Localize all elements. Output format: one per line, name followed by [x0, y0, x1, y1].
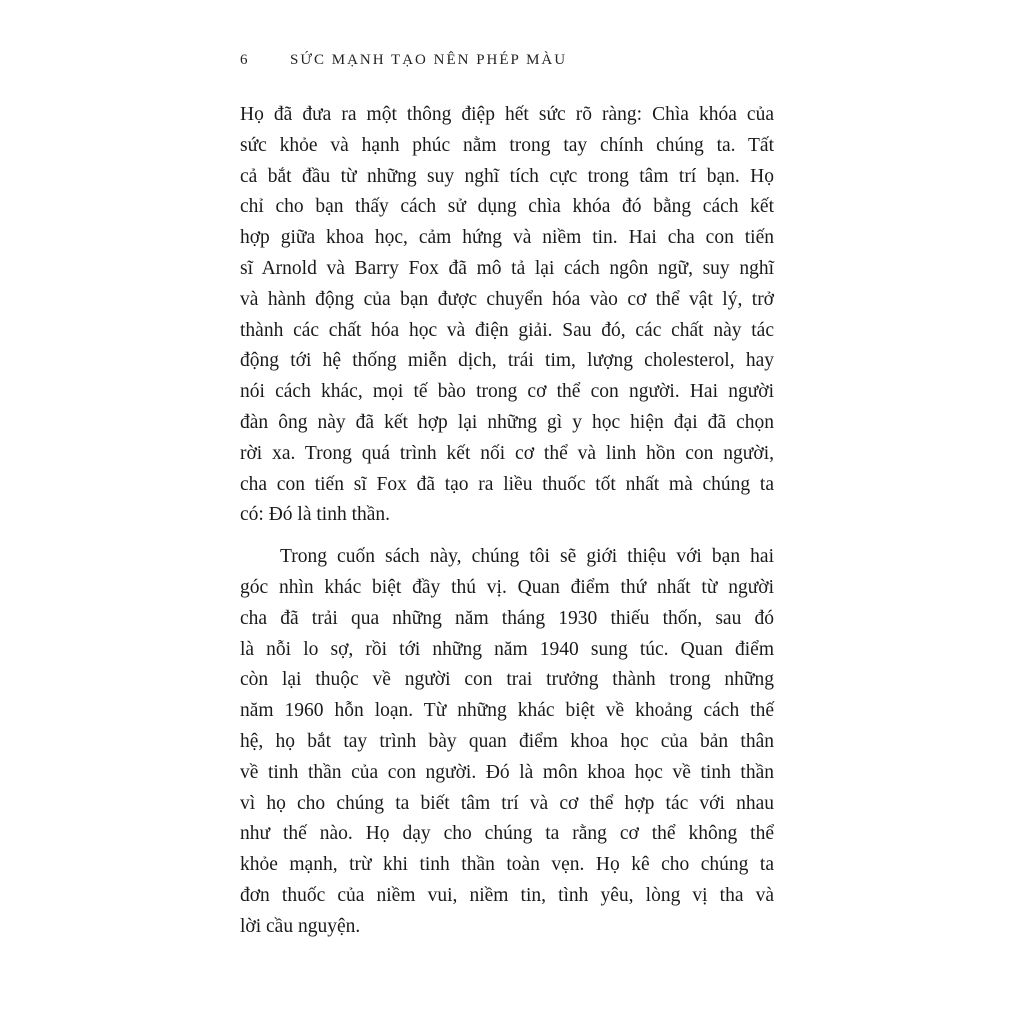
text-line: thành các chất hóa học và điện giải. Sau đó, các chất này tác — [240, 319, 774, 341]
paragraph-spacer — [240, 531, 774, 542]
text-line: cha con tiến sĩ Fox đã tạo ra liều thuốc tốt nhất mà chúng ta — [240, 473, 774, 495]
text-line: vì họ cho chúng ta biết tâm trí và cơ thể hợp tác với nhau — [240, 792, 774, 814]
text-line: năm 1960 hỗn loạn. Từ những khác biệt về khoảng cách thế — [240, 700, 774, 722]
text-line: Trong cuốn sách này, chúng tôi sẽ giới thiệu với bạn hai — [280, 546, 774, 568]
text-line: góc nhìn khác biệt đầy thú vị. Quan điểm thứ nhất từ người — [240, 576, 774, 598]
text-line: như thế nào. Họ dạy cho chúng ta rằng cơ thể không thể — [240, 823, 774, 845]
paragraph-1 — [240, 100, 774, 531]
text-line: rời xa. Trong quá trình kết nối cơ thể và linh hồn con người, — [240, 442, 774, 464]
text-line: lời cầu nguyện. — [240, 915, 361, 937]
text-line: và hành động của bạn được chuyển hóa vào cơ thể vật lý, trở — [240, 288, 774, 310]
paragraph-2 — [240, 542, 774, 942]
text-line: còn lại thuộc về người con trai trưởng thành trong những — [240, 669, 774, 691]
text-line: đơn thuốc của niềm vui, niềm tin, tình yêu, lòng vị tha và — [240, 884, 774, 906]
text-line: có: Đó là tinh thần. — [240, 504, 391, 526]
text-line: động tới hệ thống miễn dịch, trái tim, lượng cholesterol, hay — [240, 350, 774, 372]
page-header — [240, 52, 780, 76]
running-title: SỨC MẠNH TẠO NÊN PHÉP MÀU — [290, 52, 568, 68]
text-line: hệ, họ bắt tay trình bày quan điểm khoa học của bản thân — [240, 730, 774, 752]
text-line: về tinh thần của con người. Đó là môn khoa học về tinh thần — [240, 761, 774, 783]
text-line: sĩ Arnold và Barry Fox đã mô tả lại cách ngôn ngữ, suy nghĩ — [240, 257, 774, 279]
text-line: Họ đã đưa ra một thông điệp hết sức rõ ràng: Chìa khóa của — [240, 104, 774, 125]
text-line: nói cách khác, mọi tế bào trong cơ thể con người. Hai người — [240, 381, 774, 403]
text-line: cha đã trải qua những năm tháng 1930 thiếu thốn, sau đó — [240, 607, 774, 629]
text-line: cả bắt đầu từ những suy nghĩ tích cực trong tâm trí bạn. Họ — [240, 165, 774, 187]
text-line: khỏe mạnh, trừ khi tinh thần toàn vẹn. Họ kê cho chúng ta — [240, 854, 774, 876]
text-line: đàn ông này đã kết hợp lại những gì y học hiện đại đã chọn — [240, 411, 774, 433]
body-text — [240, 100, 774, 943]
text-line: sức khỏe và hạnh phúc nằm trong tay chính chúng ta. Tất — [240, 134, 774, 156]
text-line: là nỗi lo sợ, rồi tới những năm 1940 sung túc. Quan điểm — [240, 638, 774, 660]
text-line: hợp giữa khoa học, cảm hứng và niềm tin. Hai cha con tiến — [240, 227, 774, 249]
page-number: 6 — [240, 52, 250, 68]
text-line: chỉ cho bạn thấy cách sử dụng chìa khóa đó bằng cách kết — [240, 196, 774, 218]
